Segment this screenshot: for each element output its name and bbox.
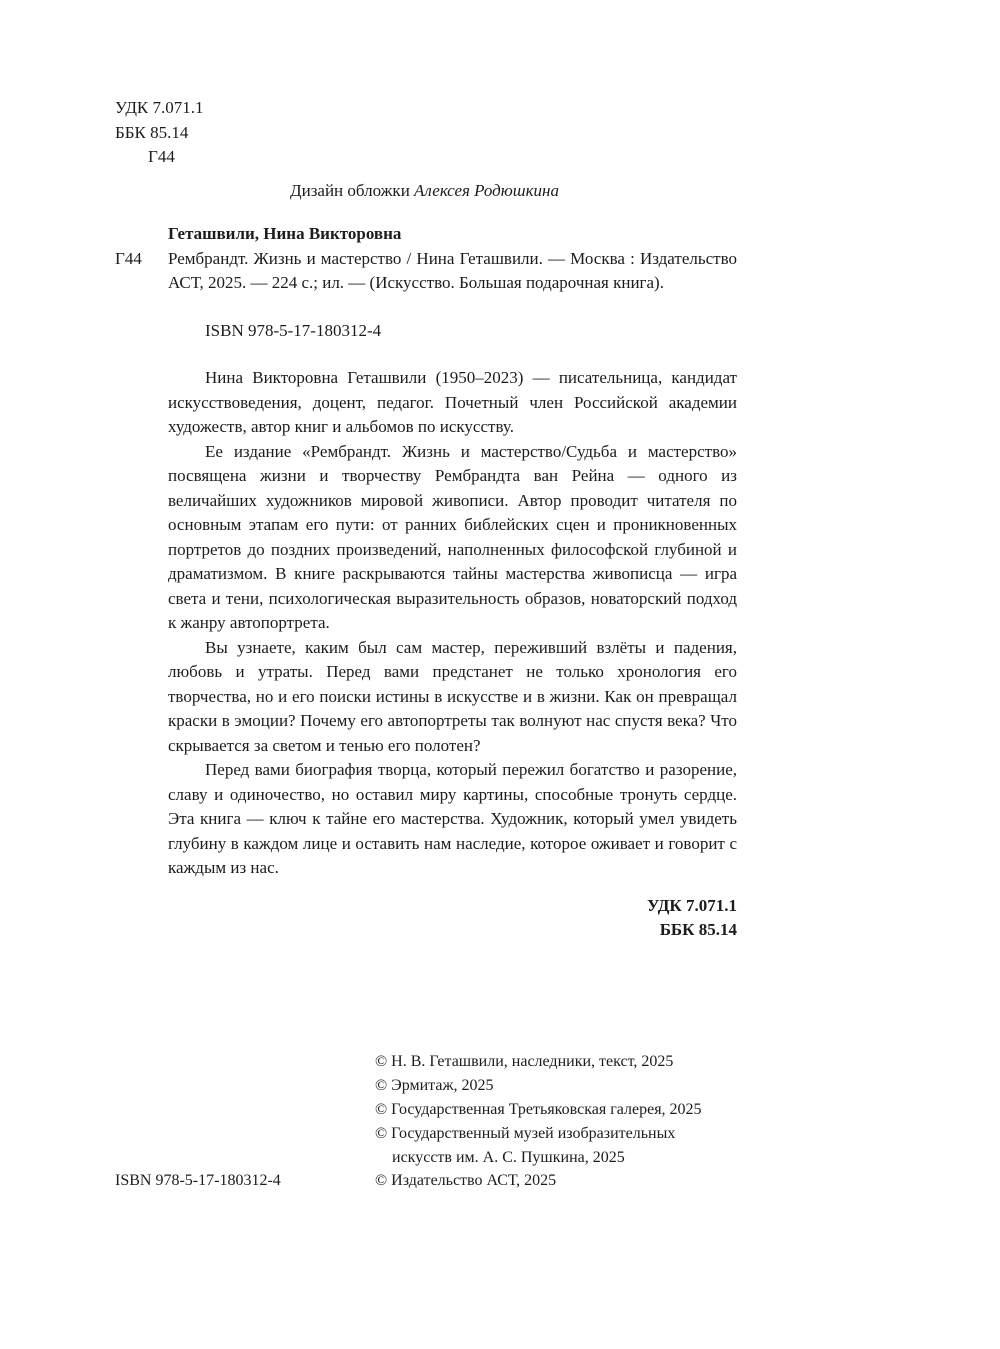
bbk-code-top: ББК 85.14 — [115, 122, 189, 142]
annotation-paragraph-4: Перед вами биография творца, который пережил богатство и разорение, славу и одиночество, но оставил миру картины, способные тронуть сердце. Эта книга — ключ к тайне его мастерства. Художник, который умел увидеть глубину в каждом лице и оставить нам наследие, которое оживает и говорит с каждым из нас. — [168, 760, 737, 877]
copyright-item-tretyakov: © Государственная Третьяковская галерея, 2025 — [375, 1101, 702, 1118]
copyright-block — [375, 1050, 727, 1170]
cover-design-credit — [290, 179, 737, 204]
annotation-paragraph-2: Ее издание «Рембрандт. Жизнь и мастерство/Судьба и мастерство» посвящена жизни и творчеству Рембрандта ван Рейна — одного из величайших художников мировой живописи. Автор проводит читателя по основным этапам его пути: от ранних библейских сцен и проникновенных портретов до поздних произведений, наполненных философской глубиной и драматизмом. В книге раскрываются тайны мастерства живописца — игра света и тени, психологическая выразительность образов, новаторский подход к жанру автопортрета. — [168, 441, 737, 632]
author-sign-code-top: Г44 — [148, 147, 175, 166]
cover-design-label: Дизайн обложки — [290, 180, 415, 200]
catalog-description: Рембрандт. Жизнь и мастерство / Нина Геташвили. — Москва : Издательство АСТ, 2025. — 224 с.; ил. — (Искусство. Большая подарочная книга). — [168, 248, 737, 292]
copyright-item-author: © Н. В. Геташвили, наследники, текст, 2025 — [375, 1053, 674, 1070]
page-content — [115, 96, 737, 943]
annotation-paragraph-1: Нина Викторовна Геташвили (1950–2023) — писательница, кандидат искусствоведения, доцент, педагог. Почетный член Российской академии художеств, автор книг и альбомов по искусству. — [168, 368, 737, 436]
catalog-entry — [115, 247, 737, 296]
udk-code-bottom: УДК 7.071.1 — [646, 895, 737, 915]
isbn-top: ISBN 978-5-17-180312-4 — [205, 320, 382, 340]
catalog-author: Геташвили, Нина Викторовна — [168, 224, 402, 243]
copyright-item-publisher: © Издательство АСТ, 2025 — [375, 1172, 557, 1189]
annotation — [168, 366, 737, 881]
isbn-bottom: ISBN 978-5-17-180312-4 — [115, 1172, 281, 1189]
copyright-item-pushkin-museum: © Государственный музей изобразительных искусств им. А. С. Пушкина, 2025 — [375, 1125, 676, 1166]
footer-codes — [115, 894, 737, 943]
bbk-code-bottom: ББК 85.14 — [659, 920, 737, 939]
cover-designer-name: Алексея Родюшкина — [414, 180, 559, 200]
udk-code-top: УДК 7.071.1 — [115, 98, 204, 117]
annotation-paragraph-3: Вы узнаете, каким был сам мастер, переживший взлёты и падения, любовь и утраты. Перед вами предстанет не только хронология его творчества, но и его поиски истины в искусстве и в жизни. Как он превращал краски в эмоции? Почему его автопортреты так волнуют нас спустя века? Что скрывается за светом и тенью его полотен? — [168, 637, 737, 755]
catalog-code: Г44 — [115, 248, 142, 268]
copyright-item-hermitage: © Эрмитаж, 2025 — [375, 1077, 494, 1094]
